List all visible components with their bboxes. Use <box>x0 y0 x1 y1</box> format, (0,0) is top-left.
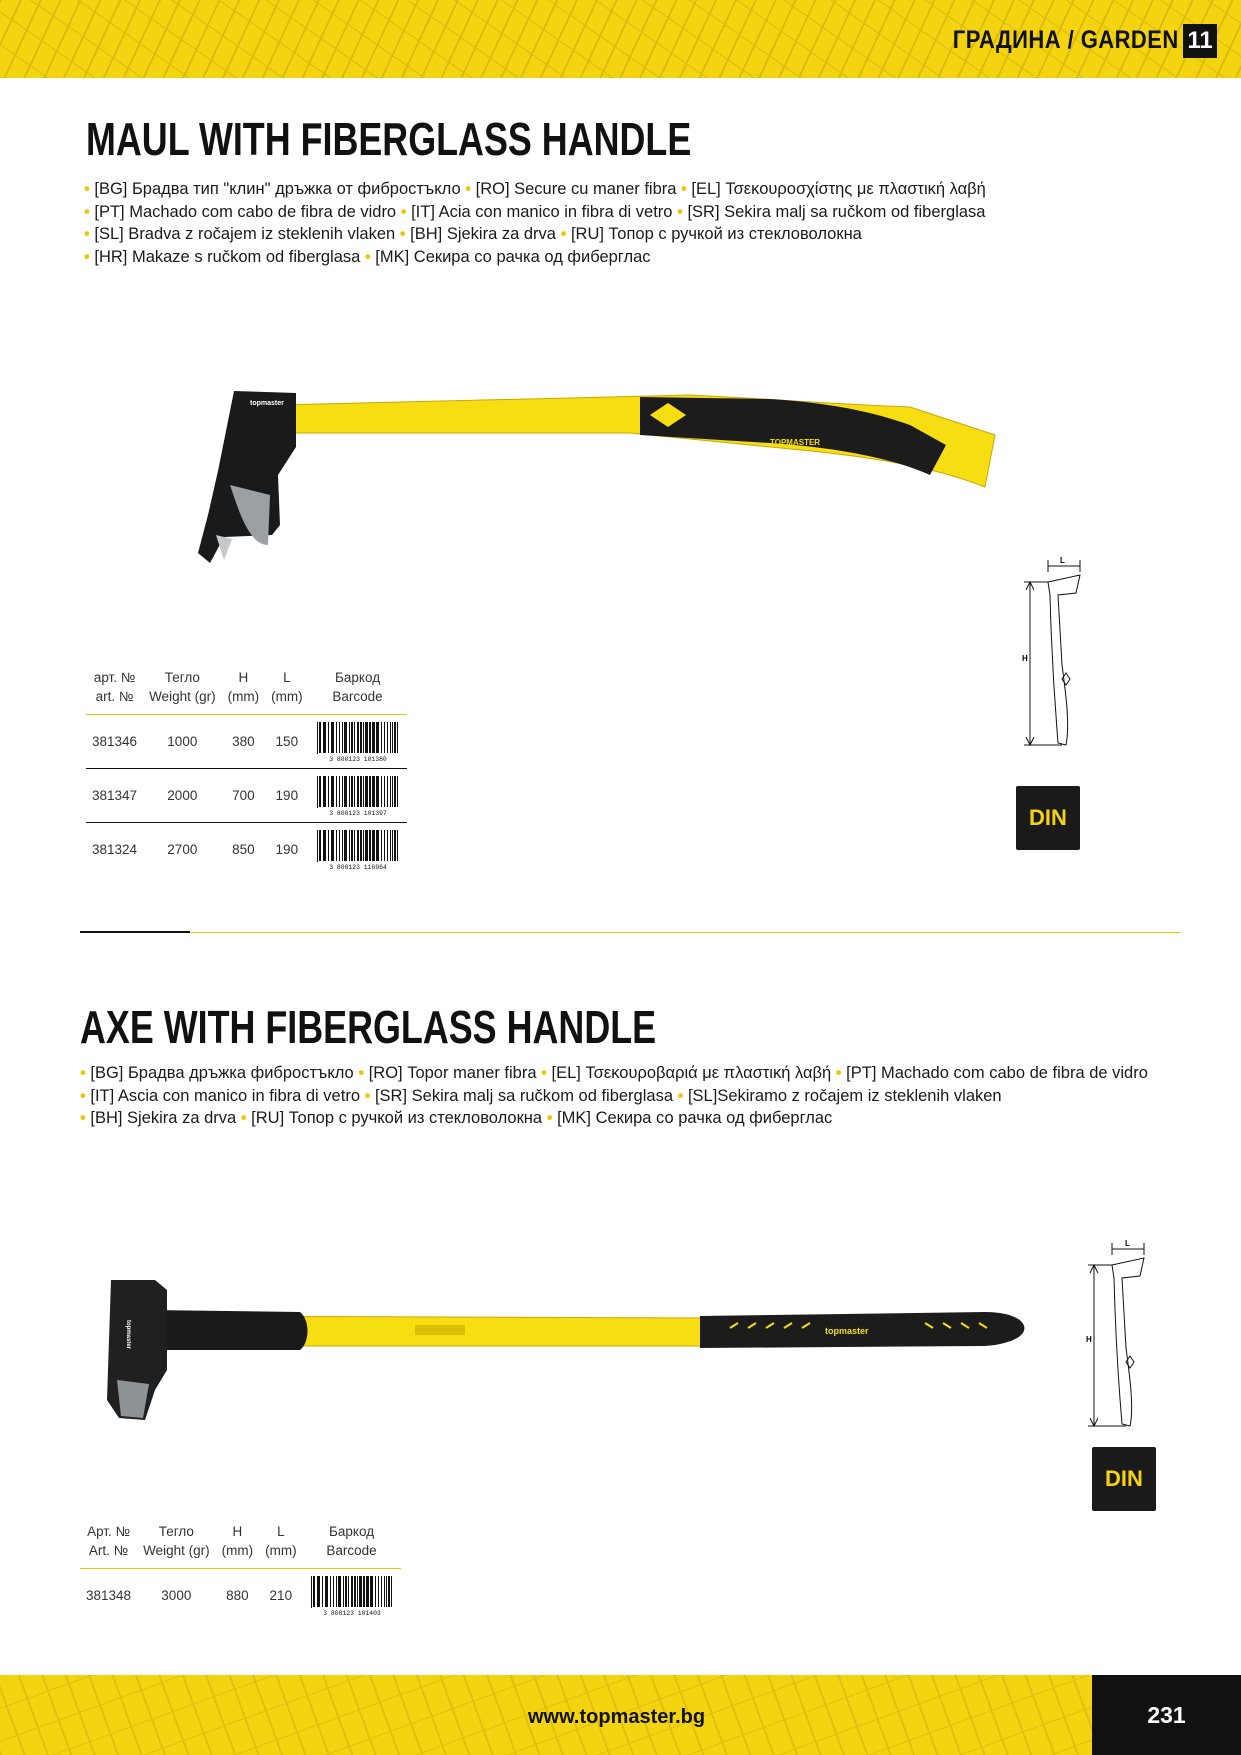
category-label: ГРАДИНА / GARDEN <box>953 26 1179 54</box>
axe-table-row <box>80 1569 401 1623</box>
maul-cell-h: 380 <box>222 715 265 769</box>
axe-col-weight: Тегло Weight (gr) <box>137 1520 216 1569</box>
bullet-icon: • <box>677 1086 688 1105</box>
barcode-digits: 3 800123 101397 <box>328 809 387 816</box>
maul-cell-l: 150 <box>265 715 308 769</box>
maul-desc-item: [SR] Sekira malj sa ručkom od fiberglasa <box>687 202 986 221</box>
bullet-icon: • <box>80 1109 91 1127</box>
bullet-icon: • <box>835 1064 847 1082</box>
axe-description <box>80 1062 1148 1130</box>
maul-dim-l: L <box>1060 556 1065 565</box>
maul-table-row <box>86 769 407 823</box>
axe-cell-h: 880 <box>226 1588 249 1603</box>
maul-desc-item: [IT] Acia con manico in fibra di vetro <box>411 202 673 221</box>
axe-cell-art: 381348 <box>86 1588 132 1603</box>
maul-head-brand: topmaster <box>250 400 284 407</box>
section-divider <box>80 932 1180 933</box>
axe-cell-l: 210 <box>269 1588 293 1603</box>
maul-handle-brand: TOPMASTER <box>770 438 821 447</box>
bullet-icon: • <box>364 247 376 266</box>
barcode-digits: 3 800123 101380 <box>328 755 387 762</box>
bullet-icon: • <box>400 202 412 221</box>
axe-cell-barcode <box>303 1569 401 1623</box>
axe-col-barcode: Баркод Barcode <box>303 1520 401 1569</box>
axe-col-l: L (mm) <box>259 1520 302 1569</box>
axe-dim-l: L <box>1125 1239 1130 1248</box>
bullet-icon: • <box>84 180 95 198</box>
maul-desc-item: [SL] Bradva z ročajem iz steklenih vlaken <box>94 225 396 243</box>
maul-cell-weight: 2700 <box>167 842 198 857</box>
barcode-image <box>315 722 401 762</box>
bullet-icon: • <box>240 1109 252 1127</box>
maul-desc-item: [HR] Makaze s ručkom od fiberglasa <box>94 247 361 266</box>
axe-desc-line <box>80 1107 1148 1130</box>
maul-product-image <box>210 385 1010 585</box>
website-link[interactable]: www.topmaster.bg <box>528 1706 706 1728</box>
maul-cell-weight: 2000 <box>143 769 222 823</box>
axe-desc-line <box>80 1085 1148 1108</box>
maul-col-art: арт. № art. № <box>86 666 143 715</box>
bullet-icon: • <box>80 1086 91 1105</box>
axe-desc-item: [PT] Machado com cabo de fibra de vidro <box>846 1064 1148 1082</box>
bullet-icon: • <box>80 1064 91 1082</box>
maul-desc-item: [MK] Секира со рачка од фиберглас <box>375 247 651 266</box>
bullet-icon: • <box>364 1086 375 1105</box>
axe-desc-item: [SL]Sekiramo z ročajem iz steklenih vlaken <box>687 1086 1002 1105</box>
bullet-icon: • <box>681 180 692 198</box>
bullet-icon: • <box>84 247 95 266</box>
maul-dim-h: H <box>1022 654 1028 663</box>
barcode-digits: 3 800123 101403 <box>322 1609 381 1616</box>
maul-spec-table <box>86 666 407 876</box>
maul-description <box>84 178 986 268</box>
maul-cell-art: 381346 <box>86 715 143 769</box>
maul-dimension-drawing <box>1010 555 1110 755</box>
axe-cell-weight: 3000 <box>161 1588 192 1603</box>
axe-dimension-drawing <box>1078 1238 1178 1438</box>
axe-desc-line <box>80 1062 1148 1085</box>
bullet-icon: • <box>465 180 476 198</box>
bullet-icon: • <box>84 225 95 243</box>
axe-col-art: Арт. № Art. № <box>80 1520 137 1569</box>
maul-col-l: L (mm) <box>265 666 308 715</box>
maul-cell-art: 381324 <box>92 842 138 857</box>
maul-cell-barcode <box>309 769 407 823</box>
axe-col-h: H (mm) <box>216 1520 259 1569</box>
axe-spec-table <box>80 1520 401 1622</box>
axe-desc-item: [BH] Sjekira za drva <box>90 1109 237 1127</box>
maul-desc-line <box>84 223 986 246</box>
maul-desc-line <box>84 246 986 269</box>
axe-title: AXE WITH FIBERGLASS HANDLE <box>80 1001 657 1053</box>
axe-desc-item: [SR] Sekira malj sa ručkom od fiberglasa <box>374 1086 673 1105</box>
maul-col-h: H (mm) <box>222 666 265 715</box>
maul-desc-item: [BH] Sjekira za drva <box>410 225 556 243</box>
axe-desc-item: [EL] Τσεκουροβαριά με πλαστική λαβή <box>551 1064 832 1082</box>
maul-desc-line <box>84 178 986 201</box>
maul-desc-item: [BG] Брадва тип "клин" дръжка от фибростъкло <box>94 180 461 198</box>
maul-cell-l: 190 <box>265 769 308 823</box>
maul-col-barcode: Баркод Barcode <box>309 666 407 715</box>
maul-cell-barcode <box>309 823 407 877</box>
axe-desc-item: [MK] Секира со рачка од фиберглас <box>557 1109 833 1127</box>
barcode-image <box>315 776 401 816</box>
maul-desc-line <box>84 201 986 224</box>
axe-product-image <box>105 1280 1045 1420</box>
maul-col-weight: Тегло Weight (gr) <box>143 666 222 715</box>
maul-desc-item: [RU] Топор с ручкой из стекловолокна <box>570 225 862 243</box>
maul-din-badge: DIN <box>1016 786 1080 850</box>
barcode-image <box>315 830 401 870</box>
axe-desc-item: [RU] Топор с ручкой из стекловолокна <box>251 1109 543 1127</box>
maul-cell-l: 190 <box>275 842 299 857</box>
bullet-icon: • <box>541 1064 552 1082</box>
axe-dim-h: H <box>1086 1335 1092 1344</box>
maul-desc-item: [EL] Τσεκουροσχίστης με πλαστική λαβή <box>691 180 986 198</box>
page-number: 231 <box>1092 1675 1241 1755</box>
category-number: 11 <box>1183 24 1217 58</box>
axe-desc-item: [BG] Брадва дръжка фибростъкло <box>90 1064 354 1082</box>
maul-desc-item: [RO] Secure cu maner fibra <box>475 180 677 198</box>
bullet-icon: • <box>84 202 95 221</box>
maul-cell-barcode <box>309 715 407 769</box>
bullet-icon: • <box>677 202 688 221</box>
bullet-icon: • <box>358 1064 369 1082</box>
maul-cell-h: 700 <box>222 769 265 823</box>
maul-desc-item: [PT] Machado com cabo de fibra de vidro <box>94 202 397 221</box>
maul-cell-weight: 1000 <box>143 715 222 769</box>
maul-cell-art: 381347 <box>86 769 143 823</box>
bullet-icon: • <box>399 225 411 243</box>
bullet-icon: • <box>546 1109 558 1127</box>
axe-desc-item: [IT] Ascia con manico in fibra di vetro <box>90 1086 360 1105</box>
maul-cell-h: 850 <box>232 842 255 857</box>
maul-table-row <box>86 823 407 877</box>
axe-din-badge: DIN <box>1092 1447 1156 1511</box>
axe-head-brand: topmaster <box>125 1320 131 1350</box>
maul-title: MAUL WITH FIBERGLASS HANDLE <box>86 113 692 165</box>
axe-desc-item: [RO] Topor maner fibra <box>368 1064 537 1082</box>
axe-handle-brand: topmaster <box>825 1326 869 1336</box>
barcode-image <box>309 1576 395 1616</box>
maul-table-row <box>86 715 407 769</box>
barcode-digits: 3 800123 116964 <box>328 863 387 870</box>
bullet-icon: • <box>560 225 571 243</box>
